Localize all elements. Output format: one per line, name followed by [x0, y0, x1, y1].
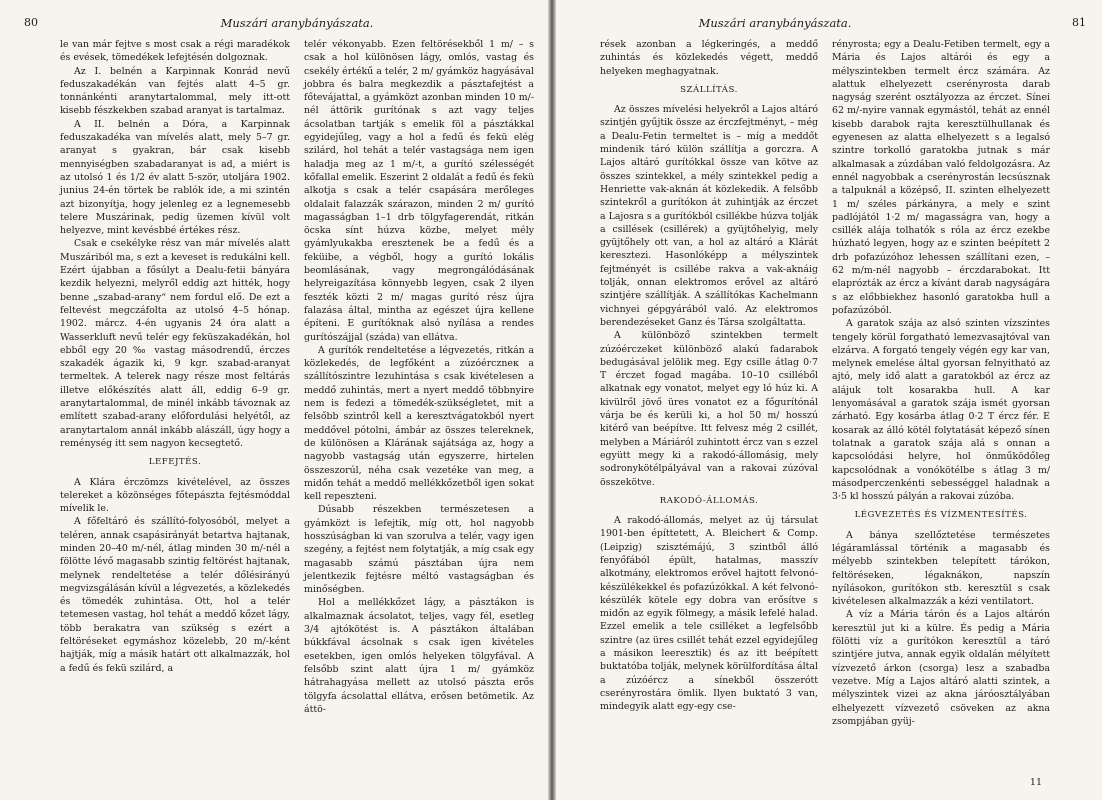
- paragraph: A főfeltáró és szállító-folyosóból, melyet a teléren, annak csapásirányát betartva hajtanak, minden 20–40 m/-nél, átlag minden 30 m/-nél a fölötte lévő magasabb szintig feltörést hajtanak, melynek rendeltetése a telér dőlésirányú megvizsgálásán kívül a légvezetés, a közlekedés és tömedék zuhintása. Ott, hol a telér tetemesen vastag, hol tehát a meddő kőzet lágy, több berakatra van szükség s ezért a feltöréseket egymáshoz közelebb, 20 m/-ként hajtják, míg a másik határt ott alkalmazzák, hol a fedű és fekü szilárd, a: [60, 516, 290, 674]
- text-column-1: [60, 38, 290, 716]
- running-header: [600, 16, 1086, 38]
- paragraph: rések azonban a légkeringés, a meddő zuhintás és közlekedés végett, meddő helyeken meghagyatnak.: [600, 39, 818, 77]
- paragraph: A rakodó-állomás, melyet az új társulat 1901-ben építtetett, A. Bleichert & Comp. (Leipzig) szisztémájú, 3 szintből álló fenyőfából épült, hatalmas, masszív alkotmány, elektromos erővel hajtott felvonó-készülékekkel és pofazúzókkal. A két felvonó-készülék kötele egy dobra van erősítve s midőn az egyik fölmegy, a másik lefelé halad. Ezzel emelik a tele csilléket a legfelsőbb szintre (az üres csillét tehát ezzel egyidejűleg a másikon leeresztik) és az itt beépített buktatóba tolják, melynek körülfordítása által a zúzóércz a sínekből összerótt cserényrostára ömlik. Ilyen buktató 3 van, mindegyik alatt egy-egy cse-: [600, 515, 818, 713]
- left-page: [0, 0, 548, 800]
- signature-mark: 11: [1029, 777, 1042, 788]
- paragraph: le van már fejtve s most csak a régi maradékok és evések, tömedékek lefejtésén dolgoznak.: [60, 39, 290, 64]
- text-column-1: [600, 38, 818, 728]
- paragraph: A Klára érczömzs kivételével, az összes telereket a közönséges főtepászta fejtésmóddal mívelik le.: [60, 476, 290, 515]
- page-number: 80: [24, 16, 38, 29]
- paragraph: A víz a Mária tárón és a Lajos altárón keresztül jut ki a külre. És pedig a Mária fölötti víz a gurítókon keresztül a táró szintjére jutva, annak egyik oldalán mélyített vízvezető árkon (csorga) lesz a szabadba vezetve. Míg a Lajos altáró alatti szintek, a mélyszintek vizei az akna járóosztályában elhelyezett vízvezető csöveken az akna zsompjában gyüj-: [832, 609, 1050, 727]
- text-columns: [60, 38, 534, 716]
- text-column-2: [832, 38, 1050, 728]
- section-heading: LÉGVEZETÉS ÉS VÍZMENTESÍTÉS.: [854, 510, 1028, 521]
- section-heading: LEFEJTÉS.: [148, 457, 202, 468]
- paragraph: Az I. belnén a Karpinnak Konrád nevű feduszakadékán van fejtés alatt 4–5 gr. tonnánkénti aranytartalommal, mely itt-ott kisebb fészkekben szabad aranyat is tartalmaz.: [60, 65, 290, 117]
- text-columns: [600, 38, 1050, 728]
- running-head-title: Muszári aranybányászata.: [698, 16, 852, 30]
- section-heading: SZÁLLÍTÁS.: [680, 84, 738, 95]
- page-number: 81: [1072, 16, 1086, 29]
- text-column-2: [304, 38, 534, 716]
- paragraph: A különböző szintekben termelt zúzóérczeket különböző alakú fadarabok bedugásával jelölik meg. Egy csille átlag 0·7 T érczet fogad magába. 10–10 csilléből alkatnak egy vonatot, melyet egy ló húz ki. A kivülről jövő üres vonatot ez a főgurítónál várja be és kerüli ki, a hol 50 m/ hosszú kitérő van beépítve. Itt felvesz még 2 csillét, melyben a Máriáról zuhintott ércz van s ezzel együtt megy ki a rakodó-állomásig, mely sodronykötélpályával van a rakovai zúzóval összekötve.: [600, 330, 818, 488]
- paragraph: A gurítók rendeltetése a légvezetés, ritkán a közlekedés, de legfőként a zúzóérczneк a szállítószintre lezuhintása s csak kivételesen a meddő zuhintás, mert a nyert meddő többnyire nem is fedezi a tömedék-szükségletet, mit a felsőbb szintről kell a keresztvágatokból nyert meddővel pótolni, ámbár az összes telereknek, de különösen a Klárának sajátsága az, hogy a nagyobb vastagság után egyszerre, hirtelen összeszorúl, néha csak vezetéke van meg, a midőn tehát a meddő mellékkőzetből igen sokat kell repeszteni.: [304, 344, 534, 503]
- running-header: [24, 16, 534, 38]
- paragraph: Dúsabb részekben természetesen a gyámközt is lefejtik, míg ott, hol nagyobb hosszúságban ki van szorulva a telér, vagy igen szegény, a fejtést nem folytatják, a míg csak egy magasabb számú pásztában újra nem jelentkezik fejtésre méltó vastagságban és minőségben.: [304, 504, 534, 596]
- paragraph: telér vékonyabb. Ezen feltörésekből 1 m/ – s csak a hol különösen lágy, omlós, vastag és csekély értékű a telér, 2 m/ gyámköz hagyásával jobbra és balra megkezdik a pásztafejtést a főtevájattal, a gyámközt azonban minden 10 m/-nél áttörik gurítónak s azt vagy teljes ácsolatban tartják s emelik föl a pásztákkal egyidejűleg, vagy a hol a fedű és fekü elég szilárd, hol tehát a telér vastagsága nem igen haladja meg az 1 m/-t, a gurító szélességét kőfallal emelik. Eszerint 2 oldalát a fedű és fekü alkotja s csak a telér csapására merőleges oldalait falazzák szárazon, minden 2 m/ gurító magasságban 1–1 drb tölgyfagerendát, ritkán öcska sínt húzva közbe, melyet mély gyámlyukakba eresztenek be a fedű és a feküibe, a végből, hogy a gurító lokális beomlásának, vagy megrongálódásának helyreigazítása könnyebb legyen, csak 2 ilyen feszték közti 2 m/ magas gurító rész újra falazása által, mintha az egészet újra kellene építeni. E gurítóknak alsó nyílása a rendes gurítószájjal (száda) van ellátva.: [304, 39, 534, 343]
- paragraph: A garatok szája az alsó szinten vízszintes tengely körül forgatható lemezvasajtóval van elzárva. A forgató tengely végén egy kar van, melynek emelése által gyorsan felnyitható az ajtó, mely idő alatt a garatokból az ércz az alájuk tolt kosarakba hull. A kar lenyomásával a garatok szája ismét gyorsan zárható. Egy kosárba átlag 0·2 T ércz fér. E kosarak az álló kötél folytatását képező sínen tolatnak a garatok szája alá s onnan a kapcsolódási helyre, hol önműködőleg kapcsolódnak a vonókötélbe s átlag 3 m/ másodperczenkénti sebességgel haladnak a 3·5 kl hosszú pályán a rakovai zúzóba.: [832, 318, 1050, 503]
- paragraph: Az összes mívelési helyekről a Lajos altáró szintjén gyűjtik össze az érczfejtményt, – még a Dealu-Fetin termeltet is – míg a meddőt mindenik táró külön szállítja a gorczra. A Lajos altáró gurítókkal össze van kötve az összes szintekkel, a mély szintekkel pedig a Henriette vak-aknán át közlekedik. A felsőbb szintekről a gurítókon át zuhintják az érczet a Lajosra s a gurítókból csillékbe húzva tolják a csillések (csillérek) a gyüjtőhelyig, mely gyüjtőhely ott van, a hol az altáró a Klárát keresztezi. Hasonlóképp a mélyszintek fejtményét is csillébe rakva a vak-aknáig tolják, onnan elektromos erővel az altáró szintjére szállítják. A szállítókas Kachelmann vichnyei gépgyárából való. Az elektromos berendezéseket Ganz és Társa szolgáltatta.: [600, 104, 818, 328]
- book-gutter: [548, 0, 556, 800]
- paragraph: rényrosta; egy a Dealu-Fetiben termelt, egy a Mária és Lajos altárói és egy a mélyszintekben termelt ércz számára. Az alattuk elhelyezett cserényrosta darab nagyság szerént osztályozza az érczet. Sínei 62 m/-nyire vannak egymástól, tehát az ennél kisebb darabok rajta keresztülhullanak és egyenesen az alatta elhelyezett s a legalsó szintre torkolló garatokba jutnak s már alkalmasak a zúzdában való feldolgozásra. Az ennél nagyobbak a cserényrostán lecsúsznak a talpuknál a középső, II. szinten elhelyezett 1 m/ széles párkányra, a mely e szint padlójától 1·2 m/ magasságra van, hogy a csillék alája tolhatók s róla az ércz ezekbe húzható legyen, hogy az e szinten beépített 2 drb pofazúzóhoz lehessen szállítani ezen, – 62 m/m-nél nagyobb – érczdarabokat. Itt elaprózták az ércz a kívánt darab nagyságára s az előbbiekhez hasonló garatokba hull a pofazúzóból.: [832, 39, 1050, 316]
- right-page: [556, 0, 1102, 800]
- running-head-title: Muszári aranybányászata.: [220, 16, 374, 30]
- paragraph: Csak e csekélyke rész van már mívelés alatt Muszáriból ma, s ezt a keveset is redukálni kell. Ezért újabban a fősúlyt a Dealu-fetii bányára kezdik helyezni, melyről eddig azt hitték, hogy benne „szabad-arany“ nem fordul elő. De ezt a feltevést megczáfolta az utolsó 4–5 hónap. 1902. márcz. 4-én ugyanis 24 óra alatt a Wasserkluft nevű telér egy feküszakadékán, hol ebből egy 20 ‰ vastag másodrendű, érczes szakadék ágazik ki, 9 kgr. szabad-aranyat termeltek. A telerek nagy része most feltárás illetve előkészítés alatt áll, eddig 6–9 gr. aranytartalommal, de minél inkább távoznak az említett szabad-arany előfordulási helyétől, az aranytartalom annál inkább alászáll, úgy hogy a reménység itt sem nagyon kecsegtető.: [60, 238, 290, 449]
- section-heading: RAKODÓ-ÁLLOMÁS.: [659, 495, 759, 506]
- paragraph: Hol a mellékkőzet lágy, a pásztákon is alkalmaznak ácsolatot, teljes, vagy fél, esetleg 3/4 ajtókötést is. A pásztákon általában búkkfával ácsolnak s csak igen kivételes esetekben, igen omlós helyeken tölgyfával. A felsőbb szint alatt újra 1 m/ gyámköz hátrahagyása mellett az utolsó pászta erős tölgyfa ácsolattal ellátva, erősen betömetik. Az áttö-: [304, 597, 534, 715]
- paragraph: A bánya szellőztetése természetes légáramlással történik a magasabb és mélyebb szintekben telepített tárókon, feltöréseken, légaknákon, napszín nyílásokon, gurítókon stb. keresztül s csak kivételesen alkalmazzák a kézi ventilatort.: [832, 529, 1050, 608]
- paragraph: A II. belnén a Dóra, a Karpinnak feduszakadéka van mívelés alatt, mely 5–7 gr. aranyat s gyakran, bár csak kisebb mennyiségben szabadaranyat is ad, a miért is az utolsó 1 és 1/2 év alatt 5-ször, utoljára 1902. junius 24-én törtek be rablók ide, a mi szintén azt bizonyítja, hogy jelenleg ez a legnemesebb telere Muszárinak, pedig üzemen kívül volt helyezve, mint kevésbbé értékes rész.: [60, 118, 290, 237]
